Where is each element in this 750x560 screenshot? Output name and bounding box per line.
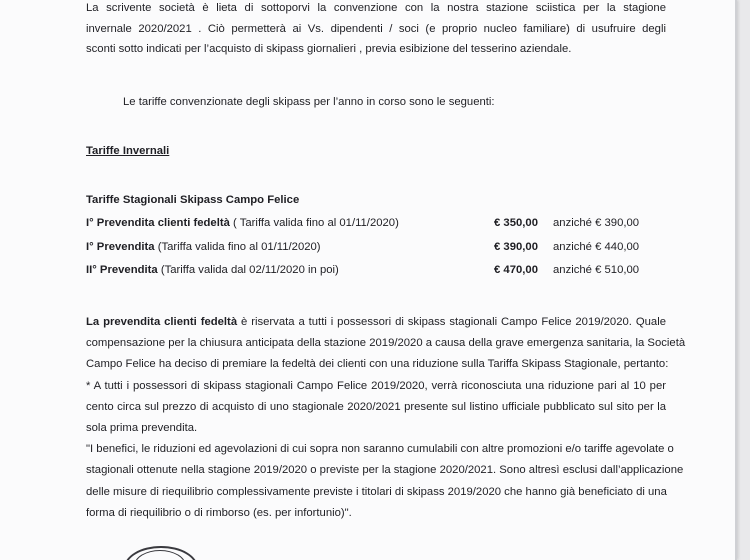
loyalty-line-1-rest: è riservata a tutti i possessori di skipass stagionali Campo Felice 2019/2020. Quale — [237, 316, 666, 328]
loyalty-line-1 — [86, 312, 666, 333]
rate-label — [86, 264, 339, 276]
intro-line-3: sconti sotto indicati per l’acquisto di skipass giornalieri , previa esibizione del tesserino aziendale. — [86, 43, 572, 55]
rate-instead: anziché € 510,00 — [553, 264, 640, 276]
rate-label-bold: II° Prevendita — [86, 264, 158, 276]
rate-label-rest: (Tariffa valida fino al 01/11/2020) — [154, 241, 321, 253]
loyalty-line: sola prima prevendita. — [86, 422, 198, 435]
rates-intro-text: Le tariffe convenzionate degli skipass per l’anno in corso sono le seguenti: — [123, 96, 495, 108]
rate-price: € 390,00 — [494, 241, 538, 253]
rate-row — [86, 264, 646, 282]
rate-label-bold: I° Prevendita clienti fedeltà — [86, 217, 230, 229]
rate-label-bold: I° Prevendita — [86, 241, 155, 253]
loyalty-line: * A tutti i possessori di skipass stagionali Campo Felice 2019/2020, verrà riconosciuta una riduzione pari al 10 per — [86, 379, 666, 392]
loyalty-line: Campo Felice ha deciso di premiare la fedeltà dei clienti con una riduzione sulla Tariffa Skipass Stagionale, pertanto: — [86, 358, 669, 371]
rate-row — [86, 241, 646, 259]
rate-label — [86, 217, 399, 229]
loyalty-line: delle misure di riequilibrio complessivamente previste i titolari di skipass 2019/2020 che hanno già beneficiato di una — [86, 485, 667, 498]
section-title: Tariffe Invernali — [86, 145, 170, 157]
intro-line-2: invernale 2020/2021 . Ciò permetterà ai Vs. dipendenti / soci (e proprio nucleo familiare) di usufruire degli — [86, 22, 666, 35]
loyalty-line: compensazione per la chiusura anticipata della stazione 2019/2020 a causa della grave emergenza sanitaria, la Società — [86, 337, 686, 350]
loyalty-paragraph — [86, 312, 686, 524]
rate-label — [86, 241, 321, 253]
loyalty-line: "I benefici, le riduzioni ed agevolazioni di cui sopra non saranno cumulabili con altre promozioni e/o tariffe agevolate o — [86, 443, 674, 456]
rate-label-rest: (Tariffa valida dal 02/11/2020 in poi) — [157, 264, 339, 276]
rate-price: € 470,00 — [494, 264, 538, 276]
intro-paragraph — [86, 0, 666, 60]
loyalty-line: forma di riequilibrio o di rimborso (es. per infortunio)". — [86, 506, 352, 519]
loyalty-lead: La prevendita clienti fedeltà — [86, 316, 238, 328]
intro-line-1: La scrivente società è lieta di sottoporvi la convenzione con la nostra stazione sciistica per la stagione — [86, 2, 666, 14]
rate-instead: anziché € 440,00 — [553, 241, 640, 253]
rate-row — [86, 217, 646, 235]
loyalty-line: cento circa sul prezzo di acquisto di uno stagionale 2020/2021 presente sul listino ufficiale pubblicato sul sito per la — [86, 400, 666, 413]
rate-price: € 350,00 — [494, 217, 538, 229]
rate-label-rest: ( Tariffa valida fino al 01/11/2020) — [229, 217, 399, 229]
subsection-title: Tariffe Stagionali Skipass Campo Felice — [86, 194, 300, 206]
rate-instead: anziché € 390,00 — [553, 217, 640, 229]
loyalty-line: stagionali ottenute nella stagione 2019/2020 o previste per la stagione 2020/2021. Sono altresì esclusi dall’applicazione — [86, 464, 684, 477]
